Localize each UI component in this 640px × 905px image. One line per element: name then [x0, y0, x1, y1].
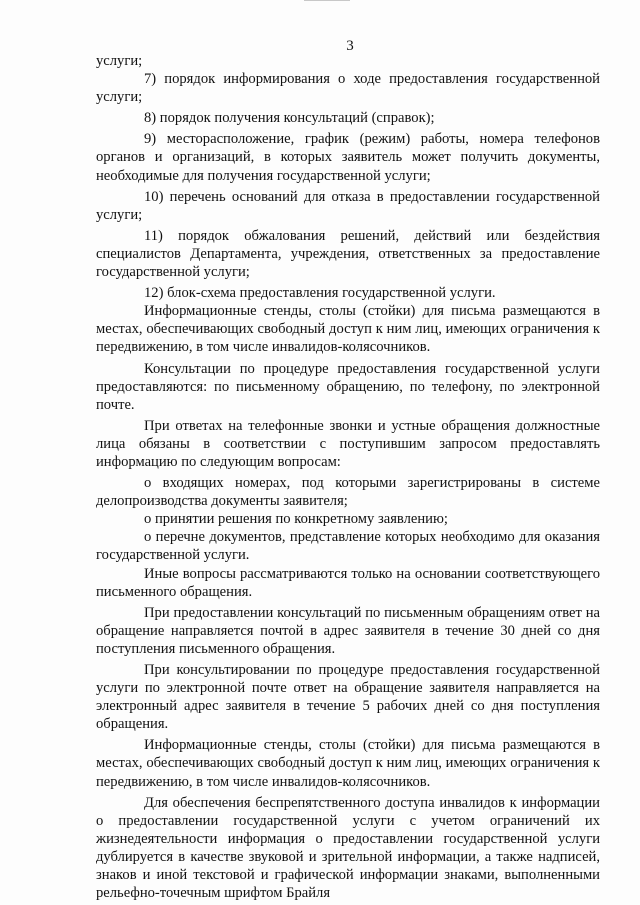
paragraph: Информационные стенды, столы (стойки) для письма размещаются в местах, обеспечивающих свободный доступ к ним лиц, имеющих ограничения к передвижению, в том числе инвалидов-колясочников.: [96, 303, 600, 356]
paragraph: Информационные стенды, столы (стойки) для письма размещаются в местах, обеспечивающих свободный доступ к ним лиц, имеющих ограничения к передвижению, в том числе инвалидов-колясочников.: [96, 737, 600, 790]
paragraph: При предоставлении консультаций по письменным обращениям ответ на обращение направляется почтой в адрес заявителя в течение 30 дней со дня поступления письменного обращения.: [96, 604, 600, 657]
document-body: [96, 52, 600, 902]
paragraph: о входящих номерах, под которыми зарегистрированы в системе делопроизводства документы заявителя;: [96, 475, 600, 510]
scan-edge-mark: [304, 0, 350, 4]
paragraph: о перечне документов, представление которых необходимо для оказания государственной услуги.: [96, 529, 600, 564]
list-item: 11) порядок обжалования решений, действий или бездействия специалистов Департамента, учреждения, ответственных за предоставление государственной услуги;: [96, 227, 600, 281]
list-item: 12) блок-схема предоставления государственной услуги.: [144, 285, 496, 302]
list-item: 8) порядок получения консультаций (справок);: [144, 110, 435, 127]
paragraph: Для обеспечения беспрепятственного доступа инвалидов к информации о предоставлении государственной услуги с учетом ограничений их жизнедеятельности информация о предоставлении государственной услуги дублируется в качестве звуковой и зрительной информации, а также надписей, знаков и иной текстовой и графической информации знаками, выполненными рельефно-точечным шрифтом Брайля: [96, 794, 600, 902]
paragraph: При консультировании по процедуре предоставления государственной услуги по электронной почте ответ на обращение заявителя направляется на электронный адрес заявителя в течение 5 рабочих дней со дня поступления обращения.: [96, 662, 600, 733]
paragraph: При ответах на телефонные звонки и устные обращения должностные лица обязаны в соответствии с поступившим запросом предоставлять информацию по следующим вопросам:: [96, 417, 600, 470]
paragraph: о принятии решения по конкретному заявлению;: [144, 511, 448, 528]
paragraph: Иные вопросы рассматриваются только на основании соответствующего письменного обращения.: [96, 565, 600, 600]
paragraph: услуги;: [96, 53, 143, 69]
page-number: 3: [346, 38, 354, 54]
list-item: 7) порядок информирования о ходе предоставления государственной услуги;: [96, 71, 600, 106]
list-item: 10) перечень оснований для отказа в предоставлении государственной услуги;: [96, 188, 600, 223]
list-item: 9) месторасположение, график (режим) работы, номера телефонов органов и организаций, в которых заявитель может получить документы, необходимые для получения государственной услуги;: [96, 131, 600, 184]
paragraph: Консультации по процедуре предоставления государственной услуги предоставляются: по письменному обращению, по телефону, по электронной почте.: [96, 360, 600, 413]
